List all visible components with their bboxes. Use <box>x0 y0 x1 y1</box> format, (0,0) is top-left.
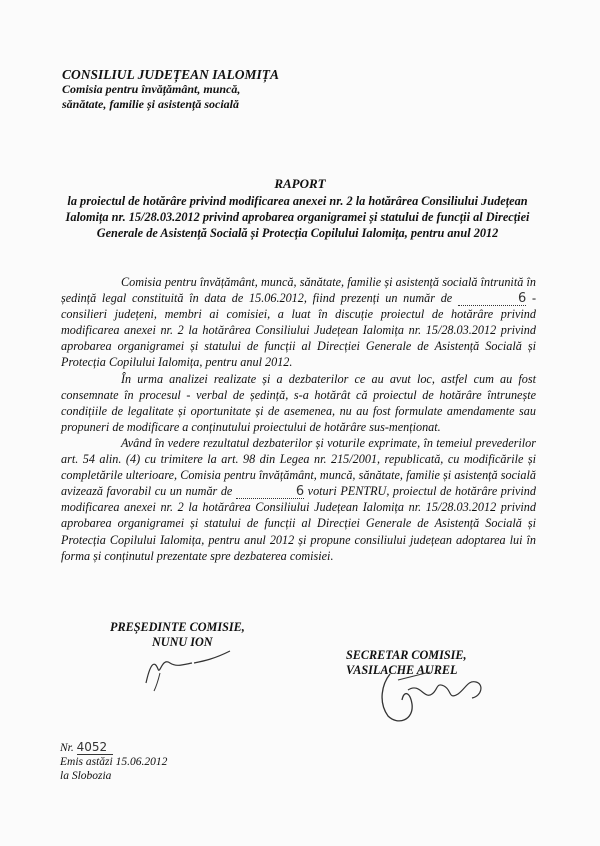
committee-name-line2: sănătate, familie și asistență socială <box>62 97 240 111</box>
secretary-title: SECRETAR COMISIE, <box>346 648 467 662</box>
registration-footer <box>60 740 167 783</box>
president-title: PREȘEDINTE COMISIE, <box>110 620 245 634</box>
paragraph-analysis: În urma analizei realizate și a dezbaterilor ce au avut loc, astfel cum au fost consemnate în procesul - verbal de ședință, s-a hotărât că proiectul de hotărâre întrunește condițiile de legalitate și oportunitate și de asemenea, nu au fost formulate amendamente sau propuneri de modificare a conținutului proiectului de hotărâre sus-menționat. <box>61 371 536 434</box>
registration-number-line <box>60 740 167 755</box>
registration-number-label: Nr. <box>60 742 74 754</box>
secretary-handwritten-signature <box>368 660 498 732</box>
report-body <box>61 274 536 564</box>
members-present-count: 6 <box>458 292 526 306</box>
paragraph-meeting <box>61 274 536 371</box>
paragraph-decision-text-a: Având în vedere rezultatul dezbaterilor și voturile exprimate, în temeiul prevederilor art. 54 alin. (4) cu trimitere la art. 98 din Legea nr. 215/2001, republicată, cu modificările și completările ulterioare, Comisia pentru învățământ, muncă, sănătate, familie și asistență socială avizează favorabil cu un număr de <box>61 435 536 499</box>
council-name: CONSILIUL JUDEȚEAN IALOMIȚA <box>62 67 280 82</box>
president-name: NUNU ION <box>152 635 213 649</box>
committee-name-line1: Comisia pentru învățământ, muncă, <box>62 82 241 96</box>
issue-place: la Slobozia <box>60 770 112 782</box>
paragraph-decision-text-b: voturi PENTRU, proiectul de hotărâre privind modificarea anexei nr. 2 la hotărârea Consiliului Județean Ialomița nr. 15/28.03.2012 privind aprobarea organigramei și statului de funcții al Direcției Generale de Asistență Socială și Protecția Copilului Ialomița, pentru anul 2012 și propune consiliului județean adoptarea lui în forma și conținutul prezentate spre dezbaterea comisiei. <box>61 484 536 563</box>
paragraph-decision <box>61 435 536 564</box>
registration-number: 4052 <box>77 740 113 755</box>
report-title: RAPORT <box>274 176 326 191</box>
paragraph-meeting-text-b: - consilieri județeni, membri ai comisiei, a luat în discuție proiectul de hotărâre privind modificarea anexei nr. 2 la hotărârea Consiliului Județean Ialomița nr. 15/28.03.2012 privind aprobarea organigramei și statului de funcții al Direcției Generale de Asistență Socială și Protecția Copilului Ialomița, pentru anul 2012. <box>61 291 537 370</box>
issuer-header <box>62 67 279 112</box>
paragraph-meeting-text-a: Comisia pentru învățământ, muncă, sănătate, familie și asistență socială întrunită în ședință legal constituită în data de 15.06.2012, fiind prezenți un număr de <box>61 275 536 306</box>
votes-for-count: 6 <box>236 485 304 499</box>
issue-date: Emis astăzi 15.06.2012 <box>60 756 168 768</box>
secretary-name: VASILACHE AUREL <box>346 663 458 677</box>
report-subject: la proiectul de hotărâre privind modificarea anexei nr. 2 la hotărârea Consiliului Județean Ialomița nr. 15/28.03.2012 privind aprobarea organigramei și statului de funcții al Direcției Generale de Asistență Socială și Protecția Copilului Ialomița, pentru anul 2012 <box>65 194 530 240</box>
president-handwritten-signature <box>140 645 240 695</box>
